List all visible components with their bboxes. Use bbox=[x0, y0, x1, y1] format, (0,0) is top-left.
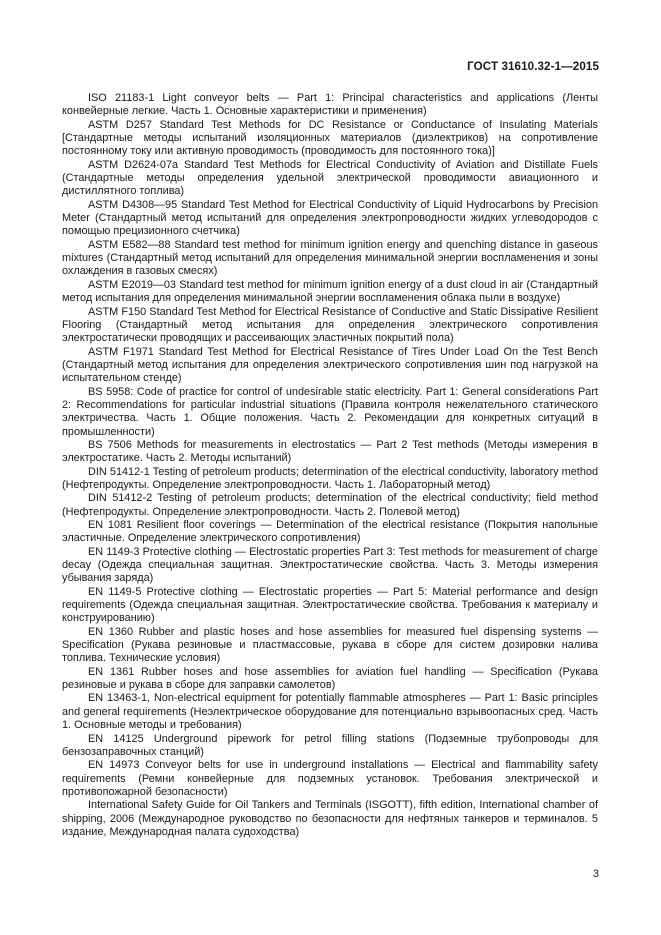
reference-item: EN 1360 Rubber and plastic hoses and hose assemblies for measured fuel dispensing systems — Specification (Рукава резиновые и пластмассовые, рукава в сборе для систем дозировки налива топлива. Технические условия) bbox=[62, 625, 598, 665]
reference-item: ASTM E582—88 Standard test method for minimum ignition energy and quenching distance in gaseous mixtures (Стандартный метод испытаний для определения минимальной энергии воспламенения и зоны охлаждения в газовых смесях) bbox=[62, 238, 598, 278]
reference-item: DIN 51412-1 Testing of petroleum products; determination of the electrical conductivity, laboratory method (Нефтепродукты. Определение электропроводности. Часть 1. Лабораторный метод) bbox=[62, 465, 598, 491]
page-number: 3 bbox=[592, 868, 599, 880]
reference-item: EN 13463-1, Non-electrical equipment for potentially flammable atmospheres — Part 1: Basic principles and general requirements (Неэлектрическое оборудование для потенциально взрывоопасных сред. Часть 1. Основные методы и требования) bbox=[62, 692, 598, 732]
reference-item: EN 1361 Rubber hoses and hose assemblies for aviation fuel handling — Specification (Рукава резиновые и рукава в сборе для заправки самолетов) bbox=[62, 665, 598, 692]
reference-item: BS 5958: Code of practice for control of undesirable static electricity. Part 1: General considerations Part 2: Recommendations for particular industrial situations (Правила контроля нежелательного статического электричества. Часть 1. Общие положения. Часть 2. Рекомендации для конкретных ситуаций в промышленности) bbox=[62, 385, 598, 438]
reference-item: International Safety Guide for Oil Tankers and Terminals (ISGOTT), fifth edition, International chamber of shipping, 2006 (Международное руководство по безопасности для нефтяных танкеров и терминалов. 5 издание, Международная палата судоходства) bbox=[62, 799, 598, 838]
reference-item: ASTM D2624-07a Standard Test Methods for Electrical Conductivity of Aviation and Distillate Fuels (Стандартные методы определения удельной электрической проводимости авиационного и дистиллятного топлива) bbox=[62, 158, 598, 198]
reference-item: EN 1149-3 Protective clothing — Electrostatic properties Part 3: Test methods for measurement of charge decay (Одежда специальная защитная. Электростатические свойства. Часть 3. Методы измерения убывания заряда) bbox=[62, 545, 598, 585]
reference-list bbox=[62, 92, 598, 839]
reference-item: ASTM F150 Standard Test Method for Electrical Resistance of Conductive and Static Dissipative Resilient Flooring (Стандартный метод испытания для определения электрического сопротивления электростатически проводящих и рассеивающих эластичных покрытий пола) bbox=[62, 305, 598, 345]
reference-item: ASTM F1971 Standard Test Method for Electrical Resistance of Tires Under Load On the Test Bench (Стандартный метод испытания для определения электрического сопротивления шин под нагрузкой на испытательном стенде) bbox=[62, 345, 598, 385]
reference-item: BS 7506 Methods for measurements in electrostatics — Part 2 Test methods (Методы измерения в электростатике. Часть 2. Методы испытаний) bbox=[62, 438, 598, 465]
reference-item: ASTM E2019—03 Standard test method for minimum ignition energy of a dust cloud in air (Стандартный метод испытания для определения минимальной энергии воспламенения облака пыли в воздухе) bbox=[62, 278, 598, 305]
reference-item: EN 1149-5 Protective clothing — Electrostatic properties — Part 5: Material performance and design requirements (Одежда специальная защитная. Электростатические свойства. Требования к материалу и конструированию) bbox=[62, 585, 598, 625]
reference-item: EN 1081 Resilient floor coverings — Determination of the electrical resistance (Покрытия напольные эластичные. Определение электрического сопротивления) bbox=[62, 519, 598, 545]
reference-item: ISO 21183-1 Light conveyor belts — Part 1: Principal characteristics and applications (Ленты конвейерные легкие. Часть 1. Основные характеристики и применения) bbox=[62, 92, 598, 118]
reference-item: EN 14973 Conveyor belts for use in underground installations — Electrical and flammability safety requirements (Ремни конвейерные для подземных установок. Требования электрической и противопожарной безопасности) bbox=[62, 759, 598, 798]
reference-item: EN 14125 Underground pipework for petrol filling stations (Подземные трубопроводы для бензозаправочных станций) bbox=[62, 732, 598, 758]
reference-item: ASTM D257 Standard Test Methods for DC Resistance or Conductance of Insulating Materials [Стандартные методы испытаний изоляционных материалов (диэлектриков) на сопротивление постоянному току или активную проводимость (проводимость для постоянного тока)] bbox=[62, 118, 598, 158]
reference-item: ASTM D4308—95 Standard Test Method for Electrical Conductivity of Liquid Hydrocarbons by Precision Meter (Стандартный метод испытаний для определения электропроводности жидких углеводородов с помощью прецизионного счетчика) bbox=[62, 198, 598, 238]
standard-code: ГОСТ 31610.32-1—2015 bbox=[467, 60, 599, 73]
reference-item: DIN 51412-2 Testing of petroleum products; determination of the electrical conductivity; field method (Нефтепродукты. Определение электропроводности. Часть 2. Полевой метод) bbox=[62, 492, 598, 518]
